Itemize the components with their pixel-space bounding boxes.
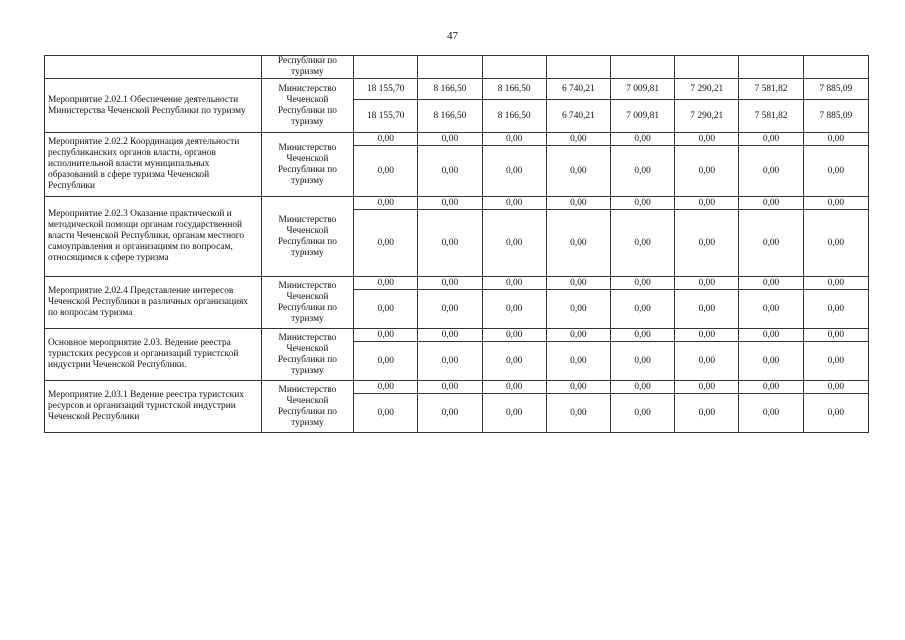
value-cell: 0,00 (675, 381, 739, 394)
activity-name: Основное мероприятие 2.03. Ведение реестра туристских ресурсов и организаций туристской индустрии Чеченской Республики. (45, 329, 262, 381)
value-cell: 0,00 (739, 329, 803, 342)
executor-name: Министерство Чеченской Республики по туризму (261, 133, 353, 197)
value-cell (610, 56, 674, 79)
value-cell: 0,00 (803, 146, 868, 197)
value-cell: 0,00 (482, 381, 546, 394)
table-row (45, 329, 869, 342)
value-cell: 0,00 (546, 146, 610, 197)
page-number: 47 (447, 30, 458, 42)
value-cell: 0,00 (546, 210, 610, 277)
executor-name: Министерство Чеченской Республики по туризму (261, 329, 353, 381)
value-cell: 0,00 (482, 197, 546, 210)
value-cell: 0,00 (354, 394, 418, 433)
value-cell: 0,00 (418, 342, 482, 381)
value-cell: 0,00 (739, 290, 803, 329)
value-cell: 0,00 (675, 394, 739, 433)
value-cell: 0,00 (418, 277, 482, 290)
value-cell: 0,00 (418, 210, 482, 277)
value-cell: 0,00 (418, 133, 482, 146)
value-cell: 0,00 (739, 277, 803, 290)
table-row (45, 381, 869, 394)
value-cell: 0,00 (418, 146, 482, 197)
value-cell: 0,00 (803, 290, 868, 329)
value-cell: 0,00 (739, 394, 803, 433)
value-cell: 0,00 (803, 133, 868, 146)
value-cell: 0,00 (610, 381, 674, 394)
value-cell: 0,00 (610, 210, 674, 277)
table-row-continuation (45, 56, 869, 79)
value-cell (675, 56, 739, 79)
value-cell: 0,00 (482, 394, 546, 433)
value-cell: 0,00 (739, 146, 803, 197)
executor-name: Министерство Чеченской Республики по туризму (261, 381, 353, 433)
value-cell: 0,00 (803, 329, 868, 342)
value-cell: 0,00 (675, 329, 739, 342)
value-cell: 0,00 (610, 197, 674, 210)
value-cell: 18 155,70 (354, 79, 418, 100)
value-cell: 0,00 (803, 394, 868, 433)
value-cell: 0,00 (803, 210, 868, 277)
value-cell: 0,00 (803, 342, 868, 381)
value-cell: 0,00 (354, 133, 418, 146)
value-cell: 0,00 (354, 329, 418, 342)
value-cell: 0,00 (482, 277, 546, 290)
value-cell: 0,00 (482, 290, 546, 329)
value-cell: 0,00 (546, 342, 610, 381)
activity-name: Мероприятие 2.02.4 Представление интересов Чеченской Республики в различных организациях по вопросам туризма (45, 277, 262, 329)
value-cell: 0,00 (610, 146, 674, 197)
value-cell: 0,00 (354, 210, 418, 277)
value-cell: 0,00 (610, 277, 674, 290)
value-cell: 6 740,21 (546, 79, 610, 100)
value-cell: 7 581,82 (739, 79, 803, 100)
value-cell: 7 885,09 (803, 100, 868, 133)
value-cell: 0,00 (418, 394, 482, 433)
value-cell (546, 56, 610, 79)
value-cell: 8 166,50 (482, 100, 546, 133)
value-cell: 0,00 (482, 210, 546, 277)
executor-name: Министерство Чеченской Республики по туризму (261, 79, 353, 133)
value-cell: 0,00 (739, 342, 803, 381)
value-cell (418, 56, 482, 79)
value-cell: 0,00 (546, 290, 610, 329)
value-cell: 7 581,82 (739, 100, 803, 133)
value-cell (803, 56, 868, 79)
activity-name: Мероприятие 2.02.2 Координация деятельности республиканских органов власти, органов исполнительной власти муниципальных образований в сфере туризма Чеченской Республики (45, 133, 262, 197)
value-cell: 0,00 (546, 394, 610, 433)
value-cell: 0,00 (482, 342, 546, 381)
value-cell: 0,00 (610, 342, 674, 381)
value-cell: 0,00 (418, 329, 482, 342)
value-cell: 7 290,21 (675, 79, 739, 100)
value-cell: 0,00 (418, 381, 482, 394)
value-cell: 0,00 (803, 197, 868, 210)
value-cell: 7 009,81 (610, 100, 674, 133)
value-cell: 8 166,50 (418, 100, 482, 133)
value-cell: 0,00 (739, 381, 803, 394)
value-cell: 0,00 (354, 381, 418, 394)
activity-name: Мероприятие 2.02.3 Оказание практической и методической помощи органам государственной власти Чеченской Республики, органам местного самоуправления и организациям по вопросам, относящимся к сфере туризма (45, 197, 262, 277)
table-body (45, 56, 869, 433)
value-cell (739, 56, 803, 79)
value-cell: 0,00 (610, 394, 674, 433)
value-cell: 7 885,09 (803, 79, 868, 100)
value-cell: 0,00 (354, 277, 418, 290)
table-row (45, 79, 869, 100)
value-cell: 0,00 (418, 290, 482, 329)
value-cell: 7 290,21 (675, 100, 739, 133)
value-cell: 0,00 (418, 197, 482, 210)
value-cell: 0,00 (739, 197, 803, 210)
activity-name: Мероприятие 2.02.1 Обеспечение деятельности Министерства Чеченской Республики по туризму (45, 79, 262, 133)
activity-name: Мероприятие 2.03.1 Ведение реестра туристских ресурсов и организаций туристской индустрии Чеченской Республики (45, 381, 262, 433)
value-cell: 0,00 (739, 133, 803, 146)
value-cell (482, 56, 546, 79)
value-cell: 0,00 (675, 290, 739, 329)
executor-name: Министерство Чеченской Республики по туризму (261, 197, 353, 277)
value-cell: 0,00 (482, 146, 546, 197)
value-cell: 0,00 (546, 329, 610, 342)
value-cell: 0,00 (610, 329, 674, 342)
value-cell: 7 009,81 (610, 79, 674, 100)
table-row (45, 133, 869, 146)
value-cell: 0,00 (546, 381, 610, 394)
value-cell: 0,00 (739, 210, 803, 277)
value-cell: 0,00 (610, 133, 674, 146)
value-cell: 0,00 (354, 146, 418, 197)
value-cell: 0,00 (354, 197, 418, 210)
value-cell: 8 166,50 (482, 79, 546, 100)
value-cell: 0,00 (610, 290, 674, 329)
value-cell: 0,00 (546, 277, 610, 290)
value-cell: 0,00 (675, 133, 739, 146)
name-cell (45, 56, 262, 79)
value-cell: 0,00 (675, 210, 739, 277)
value-cell: 0,00 (675, 342, 739, 381)
value-cell: 0,00 (546, 133, 610, 146)
value-cell: 0,00 (354, 290, 418, 329)
value-cell: 18 155,70 (354, 100, 418, 133)
value-cell: 0,00 (675, 277, 739, 290)
value-cell: 0,00 (482, 329, 546, 342)
executor-cell: Республики по туризму (261, 56, 353, 79)
value-cell: 0,00 (354, 342, 418, 381)
value-cell: 0,00 (803, 277, 868, 290)
value-cell: 6 740,21 (546, 100, 610, 133)
value-cell: 0,00 (482, 133, 546, 146)
executor-name: Министерство Чеченской Республики по туризму (261, 277, 353, 329)
table-row (45, 277, 869, 290)
value-cell: 0,00 (675, 197, 739, 210)
value-cell: 0,00 (803, 381, 868, 394)
value-cell: 8 166,50 (418, 79, 482, 100)
value-cell: 0,00 (675, 146, 739, 197)
table-row (45, 197, 869, 210)
value-cell (354, 56, 418, 79)
budget-table (44, 55, 869, 433)
value-cell: 0,00 (546, 197, 610, 210)
